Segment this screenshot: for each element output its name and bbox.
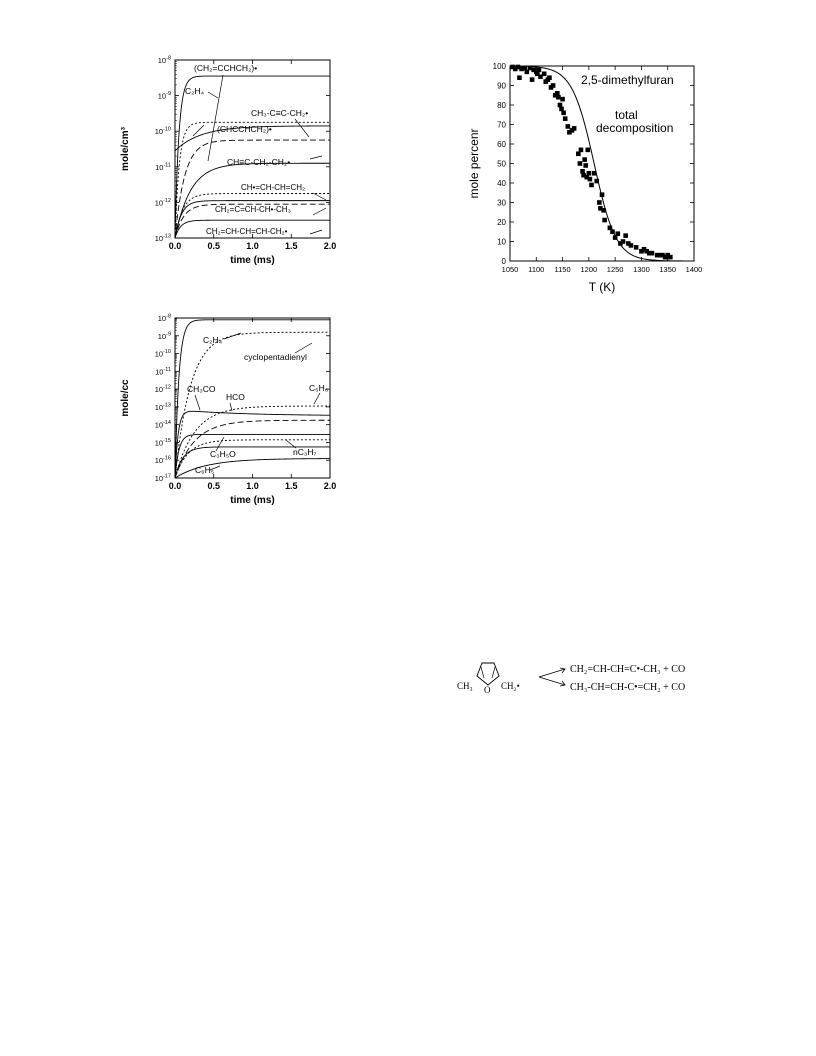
y-tick-label: $10^{-8}$: [157, 55, 171, 65]
fit-line: [510, 66, 694, 261]
data-point: [530, 77, 535, 82]
y-tick-label: $10^{-17}$: [154, 473, 171, 483]
chart-top-right: [460, 58, 720, 298]
y-tick-label: $10^{-8}$: [157, 313, 171, 323]
reactant-right: CH₂•: [501, 681, 520, 691]
annotation-label: (CHCCHCH₂)•: [217, 124, 272, 134]
data-point: [588, 177, 593, 182]
x-tick-label: 2.0: [323, 481, 337, 491]
y-tick-label: $10^{-13}$: [154, 233, 171, 243]
data-point: [517, 75, 522, 80]
annotation-label: HCO: [226, 392, 245, 402]
annotation-line: decomposition: [596, 121, 674, 135]
x-axis-label: time (ms): [230, 255, 275, 266]
x-tick-label: 1.0: [246, 481, 259, 491]
data-point: [623, 233, 628, 238]
y-tick-label: $10^{-9}$: [157, 331, 171, 341]
data-point: [572, 126, 577, 131]
double-bond: [492, 667, 495, 678]
product-1: CH₂=CH-CH=C•-CH₃ + CO: [570, 664, 686, 675]
y-tick-label: 90: [497, 81, 506, 91]
annotation-label: CH₃-C≡C-CH₂•: [251, 108, 309, 118]
annotation-line: total: [615, 108, 638, 122]
y-tick-label: 30: [497, 198, 506, 208]
plot-frame: [510, 66, 694, 261]
annotation-label: CH•=CH-CH=CH₂: [241, 183, 306, 192]
annotation-label: (CH₂=CCHCH₂)•: [194, 63, 258, 73]
annotation-label: C₂H₄: [185, 86, 205, 96]
reaction-scheme: [455, 655, 755, 705]
data-point: [582, 157, 587, 162]
chart-bottom-left: [120, 312, 360, 512]
x-tick-label: 0.0: [168, 241, 182, 251]
y-tick-label: 50: [497, 159, 506, 169]
x-tick-label: 1.0: [246, 241, 259, 251]
data-point: [560, 97, 565, 102]
data-point: [600, 192, 605, 197]
data-point: [668, 255, 673, 260]
annotation-label: C₆H₅: [195, 465, 215, 475]
double-bond: [481, 667, 484, 678]
y-tick-label: $10^{-12}$: [154, 197, 171, 208]
product-2: CH₃-CH=CH-C•=CH₂ + CO: [570, 682, 686, 693]
y-tick-label: $10^{-14}$: [154, 420, 171, 430]
y-tick-label: $10^{-10}$: [154, 349, 171, 359]
x-axis-label: time (ms): [230, 495, 275, 506]
annotation-label: cyclopentadienyl: [244, 352, 307, 362]
x-tick-label: 0.0: [168, 481, 182, 491]
data-point: [586, 148, 591, 153]
y-axis-label: mole/cc: [120, 379, 131, 417]
y-tick-label: $10^{-15}$: [154, 437, 171, 448]
data-point: [561, 111, 566, 116]
y-tick-label: 0: [501, 257, 506, 266]
y-tick-label: 40: [497, 179, 506, 188]
annotation-label: CH₂=C=CH-CH•-CH₃: [215, 205, 291, 214]
y-tick-label: $10^{-10}$: [154, 126, 171, 137]
data-point: [563, 116, 568, 121]
data-point: [579, 148, 584, 153]
x-axis-label: T (K): [588, 280, 616, 294]
y-tick-label: 20: [497, 218, 506, 227]
data-point: [589, 183, 594, 188]
x-tick-label: 1.5: [284, 481, 298, 491]
x-tick-label: 0.5: [207, 481, 221, 491]
x-tick-label: 1050: [501, 265, 519, 274]
data-point: [542, 72, 547, 77]
x-tick-label: 1.5: [284, 241, 298, 251]
data-point: [629, 243, 634, 248]
annotation-label: C₅H₆: [309, 383, 329, 393]
data-point: [547, 75, 552, 80]
annotations: [185, 63, 326, 236]
annotation-label: C₂H₄: [203, 335, 223, 345]
data-point: [566, 124, 571, 129]
axes: [120, 314, 336, 507]
y-tick-label: $10^{-9}$: [157, 91, 171, 101]
y-tick-label: $10^{-11}$: [155, 162, 171, 172]
x-tick-label: 1300: [633, 265, 650, 274]
x-tick-label: 1100: [528, 265, 545, 274]
x-tick-label: 1250: [606, 265, 624, 274]
data-point: [650, 251, 655, 256]
data-point: [602, 218, 607, 223]
reactant-left: CH₃: [457, 681, 473, 691]
data-point: [597, 200, 602, 205]
y-tick-label: 100: [492, 62, 506, 71]
ring-oxygen: O: [484, 685, 491, 695]
chart-top-left: [120, 55, 360, 288]
annotations: [187, 333, 328, 475]
annotation-label: C₃H₅O: [210, 449, 236, 459]
data-point: [615, 231, 620, 236]
data-point: [601, 208, 606, 213]
scatter-points: [510, 65, 672, 260]
x-tick-label: 1350: [659, 265, 677, 274]
y-tick-label: 80: [497, 101, 506, 110]
annotation-label: CH₃CO: [187, 384, 216, 394]
x-tick-label: 1150: [554, 265, 571, 274]
data-point: [537, 68, 542, 73]
chart-title: 2,5-dimethylfuran: [581, 73, 674, 87]
data-point: [621, 239, 626, 244]
y-tick-label: $10^{-16}$: [154, 455, 171, 466]
annotations: [581, 73, 674, 135]
y-tick-label: 60: [497, 140, 506, 149]
annotation-label: CH≡C-CH₂-CH₂•: [227, 157, 291, 167]
y-tick-label: $10^{-11}$: [155, 366, 171, 377]
furan-ring-icon: [455, 655, 525, 695]
data-point: [634, 245, 639, 250]
reaction-arrows: [535, 655, 575, 695]
y-axis-label: mole percenr: [467, 128, 481, 199]
y-tick-label: $10^{-12}$: [154, 384, 171, 395]
annotation-label: nC₃H₇: [293, 447, 317, 457]
x-tick-label: 2.0: [323, 241, 337, 251]
data-point: [592, 171, 597, 176]
annotation-label: CH₂=CH-CH=CH-CH₂•: [206, 227, 288, 236]
data-point: [556, 95, 561, 100]
x-tick-label: 1200: [580, 265, 598, 274]
y-tick-label: $10^{-13}$: [154, 402, 171, 412]
fit-curve: [510, 66, 694, 261]
y-tick-label: 70: [497, 120, 506, 130]
data-point: [583, 163, 588, 168]
x-tick-label: 1400: [685, 265, 703, 274]
data-point: [587, 171, 592, 176]
data-point: [610, 229, 615, 234]
data-point: [578, 161, 583, 166]
x-tick-label: 0.5: [207, 241, 221, 251]
data-point: [551, 83, 556, 88]
data-point: [594, 179, 599, 184]
furan-ring: [477, 663, 499, 685]
y-tick-label: 10: [497, 237, 506, 247]
y-axis-label: mole/cm³: [120, 127, 131, 171]
